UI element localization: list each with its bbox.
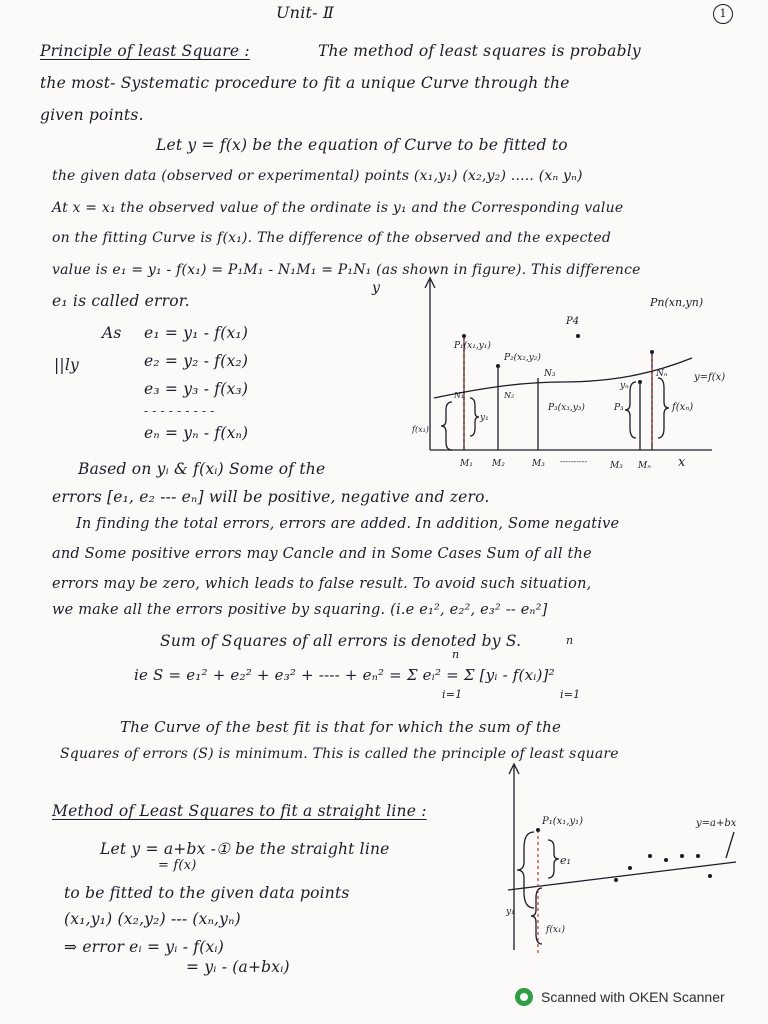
figure-curve-errors: [372, 270, 768, 482]
fig2-brace-f: [531, 888, 542, 944]
sum2-bottom: i=1: [560, 688, 581, 701]
fig2-brace-e: [548, 840, 559, 878]
para-line-7: ie S = e₁² + e₂² + e₃² + ---- + eₙ² = Σ eᵢ² = Σ [yᵢ - f(xᵢ)]²: [134, 666, 555, 684]
fig1-yn: yₙ: [620, 381, 629, 391]
para-line-4: errors may be zero, which leads to false result. To avoid such situation,: [52, 576, 592, 592]
fig1-n1: N₁: [454, 391, 465, 400]
s1-line-7: value is e₁ = y₁ - f(x₁) = P₁M₁ - N₁M₁ = P₁N₁ (as shown in figure). This difference: [52, 262, 641, 278]
fig1-m2: M₂: [492, 459, 505, 469]
similarly-mark: ||ly: [54, 356, 79, 374]
fig2-brace-y: [517, 832, 534, 908]
s2-line-0: Let y = a+bx -① be the straight line: [100, 840, 390, 858]
fig1-m3b: M₃: [610, 461, 623, 471]
sum2-top: n: [566, 634, 574, 647]
fig1-x-label: x: [678, 455, 686, 470]
fig1-point-3b: [638, 380, 642, 384]
error-2: e₂ = y₂ - f(x₂): [144, 352, 249, 370]
error-dots: - - - - - - - - -: [144, 404, 215, 418]
fig2-line-label: y=a+bx: [696, 818, 737, 829]
fig1-m1: M₁: [460, 459, 473, 469]
s2-line-4: ⇒ error eᵢ = yᵢ - f(xᵢ): [64, 938, 224, 956]
error-3: e₃ = y₃ - f(x₃): [144, 380, 249, 398]
para-line-1: errors [e₁, e₂ --- eₙ] will be positive, negative and zero.: [52, 488, 490, 506]
fig1-brace-y: [470, 398, 479, 436]
oken-logo-icon: [515, 988, 533, 1006]
fig2-point-5: [664, 858, 668, 862]
s2-line-3: (x₁,y₁) (x₂,y₂) --- (xₙ,yₙ): [64, 910, 241, 928]
s1-line-3: Let y = f(x) be the equation of Curve to be fitted to: [156, 136, 568, 154]
fig2-point-7: [696, 854, 700, 858]
fig1-pn: Pn(xn,yn): [650, 296, 704, 309]
fig1-point-2: [496, 364, 500, 368]
s1-line-1: the most- Systematic procedure to fit a unique Curve through the: [40, 74, 570, 92]
fig1-p2: P₂(x₂,y₂): [504, 353, 541, 363]
fig2-p1-label: P₁(x₁,y₁): [542, 816, 584, 827]
para-line-9: Squares of errors (S) is minimum. This is called the principle of least square: [60, 746, 619, 762]
fig2-point-4: [648, 854, 652, 858]
fig1-point-1: [462, 334, 466, 338]
error-n: eₙ = yₙ - f(xₙ): [144, 424, 249, 442]
fig2-fit-line: [508, 862, 736, 890]
errors-intro: As: [102, 324, 122, 342]
fig2-f-label: f(x₁): [546, 925, 566, 935]
fig2-point-2: [614, 878, 618, 882]
fig1-m3: M₃: [532, 459, 545, 469]
section1-heading: Principle of least Square :: [40, 42, 250, 60]
fig2-point-8: [708, 874, 712, 878]
s1-line-4: the given data (observed or experimental) points (x₁,y₁) (x₂,y₂) ..... (xₙ yₙ): [52, 168, 583, 184]
fig1-y1: y₁: [480, 413, 489, 423]
figure-straight-line: [500, 760, 768, 960]
fig1-n2: N₂: [504, 391, 515, 400]
s2-line-5: = yᵢ - (a+bxᵢ): [186, 958, 290, 976]
sum1-top: n: [452, 648, 460, 661]
s1-line-2: given points.: [40, 106, 144, 124]
fig1-point-4: [576, 334, 580, 338]
s2-line-1: = f(x): [158, 858, 197, 873]
fig1-brace-fxn: [658, 378, 669, 438]
fig1-point-n: [650, 350, 654, 354]
fig1-p3b: P₃: [614, 403, 624, 413]
scanner-text: Scanned with OKEN Scanner: [541, 989, 725, 1005]
fig1-brace-f: [441, 402, 452, 450]
s1-line-5: At x = x₁ the observed value of the ordinate is y₁ and the Corresponding value: [52, 200, 624, 216]
fig1-m-dots: ----------: [560, 457, 588, 466]
fig2-label-arrow: [726, 832, 734, 858]
para-line-0: Based on yᵢ & f(xᵢ) Some of the: [78, 460, 326, 478]
fig2-e1-label: e₁: [560, 854, 571, 867]
fig2-point-6: [680, 854, 684, 858]
fig1-n3: N₃: [544, 369, 556, 379]
fig1-fxn: f(xₙ): [672, 402, 694, 413]
page-number: 1: [713, 4, 733, 24]
fig1-fx1: f(x₁): [412, 425, 429, 434]
section2-heading: Method of Least Squares to fit a straight line :: [52, 802, 427, 820]
para-line-3: and Some positive errors may Cancle and in Some Cases Sum of all the: [52, 546, 592, 562]
fig1-mn: Mₙ: [638, 461, 651, 471]
para-line-5: we make all the errors positive by squaring. (i.e e₁², e₂², e₃² -- eₙ²]: [52, 602, 548, 618]
fig1-curve-label: y=f(x): [694, 372, 726, 383]
s1-line-6: on the fitting Curve is f(x₁). The difference of the observed and the expected: [52, 230, 612, 246]
scanner-watermark: [515, 988, 725, 1006]
fig2-point-3: [628, 866, 632, 870]
fig1-nn: Nₙ: [656, 369, 668, 379]
fig2-y1-label: y₁: [506, 907, 515, 917]
para-line-8: The Curve of the best fit is that for which the sum of the: [120, 718, 562, 736]
s1-line-0: The method of least squares is probably: [318, 42, 641, 60]
fig1-p4: P4: [566, 316, 580, 327]
fig1-p1: P₁(x₁,y₁): [454, 341, 491, 351]
fig1-curve: [434, 358, 692, 398]
fig1-y-label: y: [372, 280, 380, 296]
fig2-point-1: [536, 828, 540, 832]
s2-line-2: to be fitted to the given data points: [64, 884, 350, 902]
para-line-2: In finding the total errors, errors are added. In addition, Some negative: [76, 516, 620, 532]
para-line-6: Sum of Squares of all errors is denoted by S.: [160, 632, 522, 650]
s1-line-8: e₁ is called error.: [52, 292, 190, 310]
fig1-p3: P₃(x₃,y₃): [548, 403, 585, 413]
unit-title: Unit- Ⅱ: [276, 3, 335, 22]
sum1-bottom: i=1: [442, 688, 463, 701]
error-1: e₁ = y₁ - f(x₁): [144, 324, 249, 342]
